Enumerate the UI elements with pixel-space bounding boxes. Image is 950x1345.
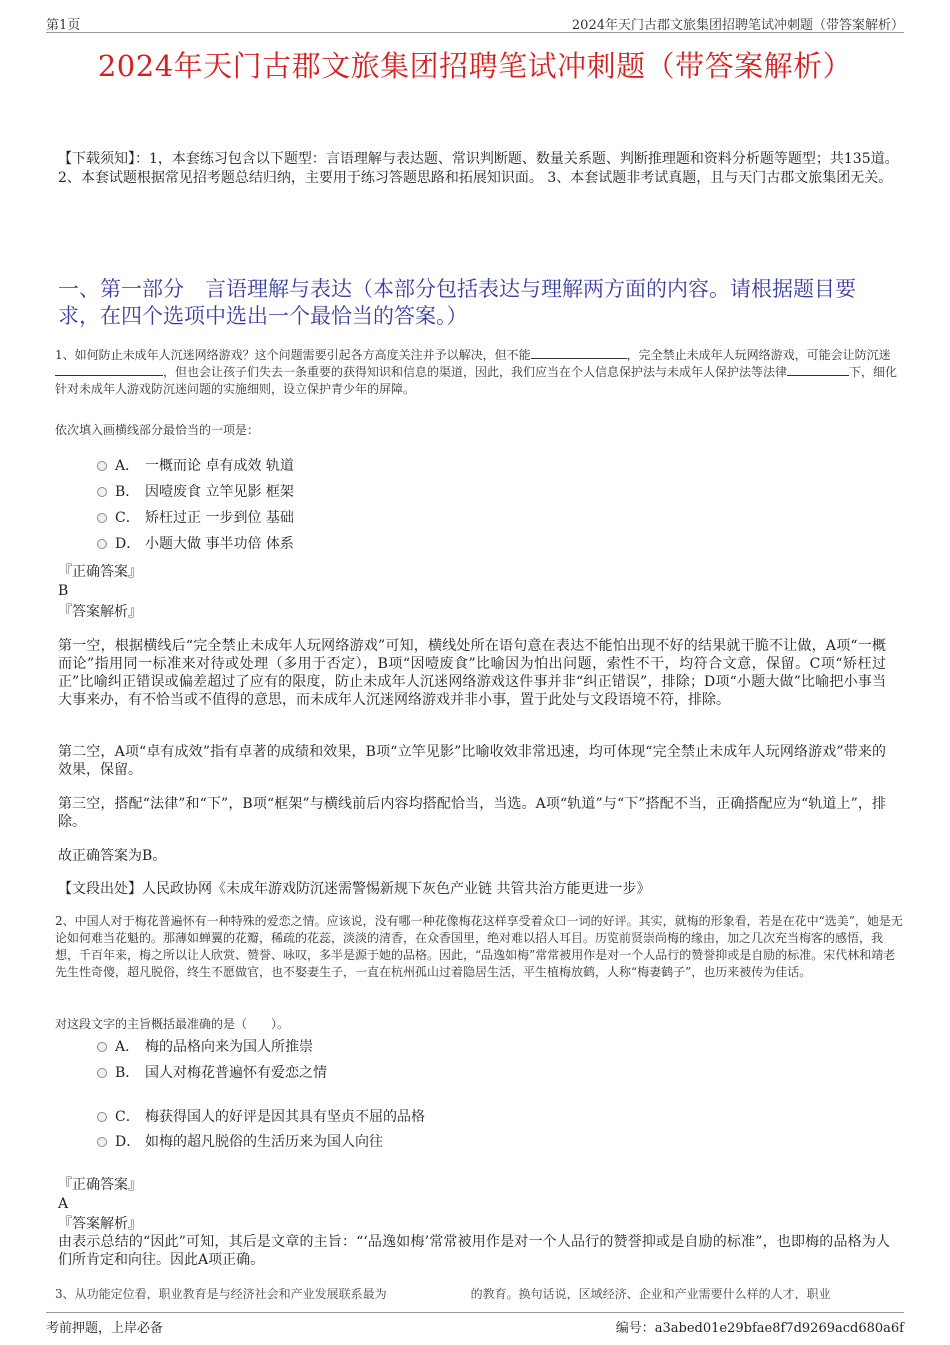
blank-2 [55, 375, 163, 376]
q1-option-d[interactable]: D． 小题大做 事半功倍 体系 [97, 535, 294, 553]
q2-analysis: 由表示总结的“因此”可知，其后是文章的主旨：“‘品逸如梅’常常被用作是对一个人品行的赞誉抑或是自励的标准”，也即梅的品格为人们所肯定和向往。因此A项正确。 [58, 1234, 890, 1268]
q1-answer-label: 『正确答案』 [58, 564, 142, 580]
q1-source: 【文段出处】人民政协网《未成年游戏防沉迷需警惕新规下灰色产业链 共管共治方能更进一步》 [58, 881, 651, 897]
q1-part-1: 1、如何防止未成年人沉迷网络游戏？这个问题需要引起各方高度关注并予以解决，但不能 [55, 348, 531, 362]
radio-icon[interactable] [97, 1137, 107, 1147]
question-3-partial: 3、从功能定位看，职业教育是与经济社会和产业发展联系最为 的教育。换句话说，区域经济、企业和产业需要什么样的人才，职业 [55, 1287, 831, 1300]
q1-analysis-1: 第一空，根据横线后“完全禁止未成年人玩网络游戏”可知，横线处所在语句意在表达不能怕出现不好的结果就干脆不让做，A项“一概而论”指用同一标准来对待或处理（多用于否定），B项“因噎废食”比喻因为怕出问题，索性不干，均符合文意，保留。C项“矫枉过正”比喻纠正错误或偏差超过了应有的限度，防止未成年人沉迷网络游戏这件事并非“纠正错误”，排除；D项“小题大做”比喻把小事当大事来办，有不恰当或不值得的意思，而未成年人沉迷网络游戏并非小事，置于此处与文段语境不符，排除。 [58, 638, 886, 708]
q2-option-c[interactable]: C． 梅获得国人的好评是因其具有坚贞不屈的品格 [97, 1108, 425, 1126]
blank-1 [531, 358, 627, 359]
page-footer [46, 1312, 904, 1336]
blank-3 [787, 375, 849, 376]
page-header [46, 14, 904, 33]
q1-part-4: 下，细化针对未成年人游戏防沉迷问题的实施细则，设立保护青少年的屏障。 [55, 365, 898, 396]
question-1-text [55, 347, 904, 398]
q1-option-c[interactable]: C． 矫枉过正 一步到位 基础 [97, 509, 294, 527]
q2-option-a[interactable]: A． 梅的品格向来为国人所推崇 [97, 1038, 313, 1056]
q1-part-3: ，但也会让孩子们失去一条重要的获得知识和信息的渠道，因此，我们应当在个人信息保护法与未成年人保护法等法律 [163, 365, 788, 379]
document-title: 2024年天门古郡文旅集团招聘笔试冲刺题（带答案解析） [97, 49, 853, 83]
q1-analysis-label: 『答案解析』 [58, 604, 142, 620]
radio-icon[interactable] [97, 1068, 107, 1078]
q1-analysis-2: 第二空，A项“卓有成效”指有卓著的成绩和效果，B项“立竿见影”比喻收效非常迅速，均可体现“完全禁止未成年人玩网络游戏”带来的效果，保留。 [58, 744, 886, 778]
radio-icon[interactable] [97, 539, 107, 549]
question-2-text: 2、中国人对于梅花普遍怀有一种特殊的爱恋之情。应该说，没有哪一种花像梅花这样享受着众口一词的好评。其实，就梅的形象看，若是在花中“选美”，她是无论如何难当花魁的。那薄如蝉翼的花瓣，稀疏的花蕊，淡淡的清香，在众香国里，绝对难以招人耳目。历览前贤崇尚梅的缘由，加之几次充当梅客的感悟，我想，千百年来，梅之所以让人欣赏、赞誉、咏叹，多半是源于她的品格。因此，“品逸如梅”常常被用作是对一个人品行的赞誉抑或是自励的标准。宋代林和靖老先生性奇傻，超凡脱俗，终生不愿做官，也不娶妻生子，一直在杭州孤山过着隐居生活，平生植梅放鹤，人称“梅妻鹤子”，也历来被传为佳话。 [55, 914, 903, 979]
q1-answer: B [58, 583, 69, 599]
header-doc-title: 2024年天门古郡文旅集团招聘笔试冲刺题（带答案解析） [571, 18, 904, 33]
radio-icon[interactable] [97, 513, 107, 523]
section-title: 一、第一部分 言语理解与表达（本部分包括表达与理解两方面的内容。请根据题目要求，在四个选项中选出一个最恰当的答案。） [58, 277, 856, 328]
footer-slogan: 考前押题，上岸必备 [46, 1321, 164, 1336]
q1-part-2: ，完全禁止未成年人玩网络游戏，可能会让防沉迷 [626, 348, 891, 362]
footer-code: 编号：a3abed01e29bfae8f7d9269acd680a6f [615, 1321, 904, 1336]
download-notice: 【下载须知】：1，本套练习包含以下题型：言语理解与表达题、常识判断题、数量关系题、判断推理题和资料分析题等题型；共135道。 2、本套试题根据常见招考题总结归纳，主要用于练习答题思路和拓展知识面。 3、本套试题非考试真题，且与天门古郡文旅集团无关。 [58, 151, 899, 186]
q2-option-d[interactable]: D． 如梅的超凡脱俗的生活历来为国人向往 [97, 1133, 383, 1151]
radio-icon[interactable] [97, 1112, 107, 1122]
page-number: 第1页 [46, 18, 81, 33]
q1-analysis-3: 第三空，搭配“法律”和“下”，B项“框架”与横线前后内容均搭配恰当，当选。A项“轨道”与“下”搭配不当，正确搭配应为“轨道上”，排除。 [58, 796, 886, 830]
q2-answer-label: 『正确答案』 [58, 1177, 142, 1193]
question-1-prompt: 依次填入画横线部分最恰当的一项是： [55, 423, 260, 437]
q1-option-a[interactable]: A． 一概而论 卓有成效 轨道 [97, 457, 294, 475]
q1-analysis-4: 故正确答案为B。 [58, 848, 167, 864]
radio-icon[interactable] [97, 1042, 107, 1052]
q2-option-b[interactable]: B． 国人对梅花普遍怀有爱恋之情 [97, 1064, 327, 1082]
question-2-prompt: 对这段文字的主旨概括最准确的是（ ）。 [55, 1017, 290, 1031]
q1-option-b[interactable]: B． 因噎废食 立竿见影 框架 [97, 483, 294, 501]
radio-icon[interactable] [97, 461, 107, 471]
q2-analysis-label: 『答案解析』 [58, 1216, 142, 1232]
q2-answer: A [58, 1196, 69, 1212]
radio-icon[interactable] [97, 487, 107, 497]
